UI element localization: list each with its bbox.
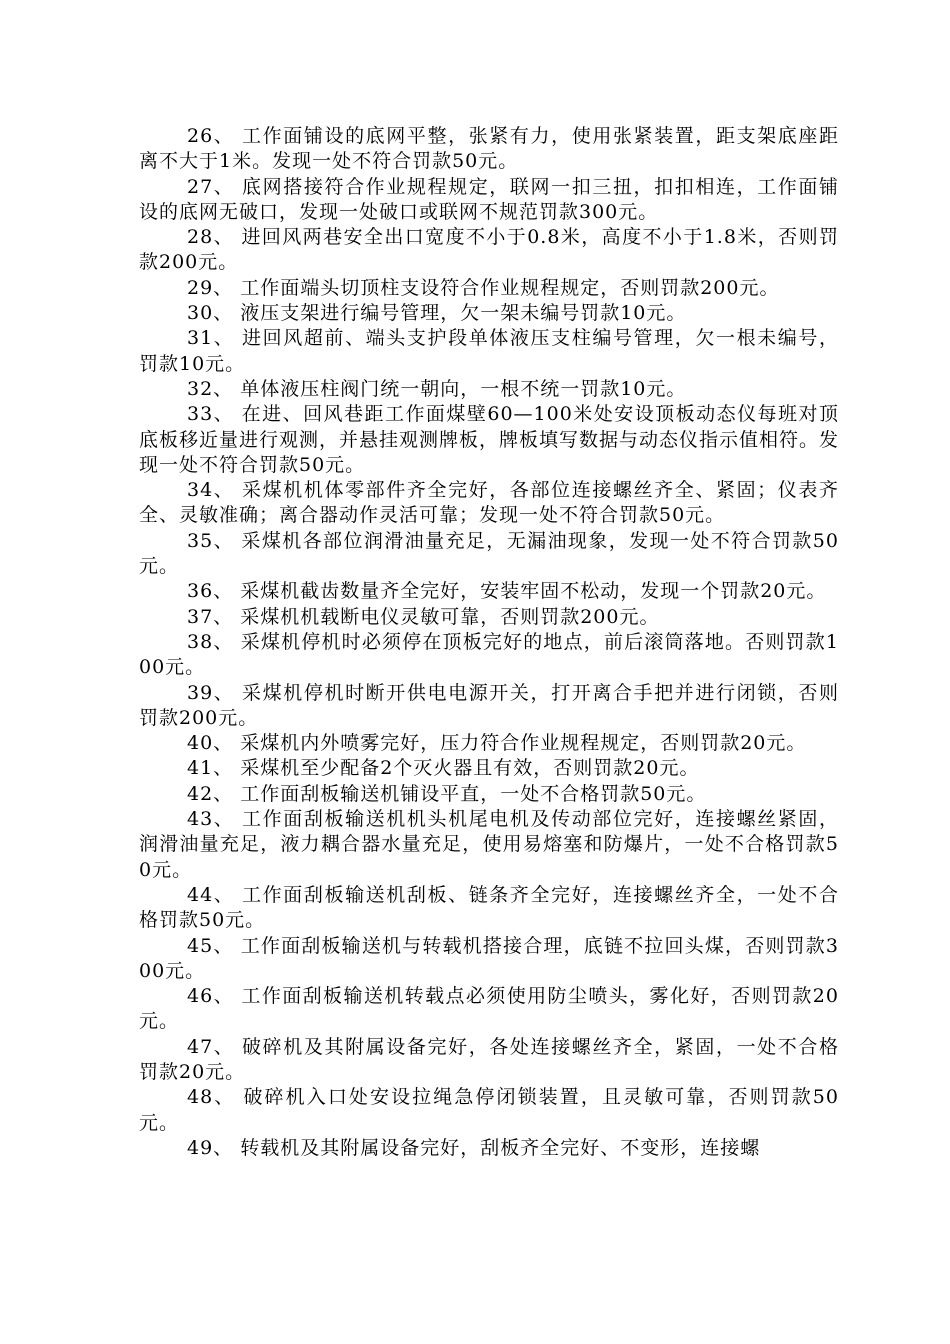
rule-item-32: 32、 单体液压柱阀门统一朝向，一根不统一罚款10元。 bbox=[187, 377, 687, 400]
rule-item-43: 43、 工作面刮板输送机机头机尾电机及传动部位完好，连接螺丝紧固，润滑油量充足，液力耦合器水量充足，使用易熔塞和防爆片，一处不合格罚款50元。 bbox=[139, 808, 839, 881]
rule-item-47: 47、 破碎机及其附属设备完好，各处连接螺丝齐全，紧固，一处不合格罚款20元。 bbox=[139, 1035, 839, 1083]
rule-item-28: 28、 进回风两巷安全出口宽度不小于0.8米，高度不小于1.8米，否则罚款200元。 bbox=[139, 226, 839, 274]
rule-item-42: 42、 工作面刮板输送机铺设平直，一处不合格罚款50元。 bbox=[187, 782, 707, 805]
rule-item-27: 27、 底网搭接符合作业规程规定，联网一扣三扭，扣扣相连，工作面铺设的底网无破口，发现一处破口或联网不规范罚款300元。 bbox=[139, 175, 839, 223]
rule-item-46: 46、 工作面刮板输送机转载点必须使用防尘喷头，雾化好，否则罚款20元。 bbox=[139, 985, 839, 1033]
rule-item-41: 41、 采煤机至少配备2个灭火器且有效，否则罚款20元。 bbox=[187, 757, 700, 780]
rule-item-40: 40、 采煤机内外喷雾完好，压力符合作业规程规定，否则罚款20元。 bbox=[187, 732, 807, 755]
rule-item-38: 38、 采煤机停机时必须停在顶板完好的地点，前后滚筒落地。否则罚款100元。 bbox=[139, 630, 839, 679]
rule-item-45: 45、 工作面刮板输送机与转载机搭接合理，底链不拉回头煤，否则罚款300元。 bbox=[139, 934, 839, 982]
rule-item-33: 33、 在进、回风巷距工作面煤壁60—100米处安设顶板动态仪每班对顶底板移近量进行观测，并悬挂观测牌板，牌板填写数据与动态仪指示值相符。发现一处不符合罚款50元。 bbox=[139, 403, 840, 476]
rule-item-31: 31、 进回风超前、端头支护段单体液压支柱编号管理，欠一根未编号，罚款10元。 bbox=[139, 327, 839, 375]
rule-item-29: 29、 工作面端头切顶柱支设符合作业规程规定，否则罚款200元。 bbox=[187, 276, 780, 299]
rule-item-39: 39、 采煤机停机时断开供电电源开关，打开离合手把并进行闭锁，否则罚款200元。 bbox=[139, 681, 839, 729]
rule-item-34: 34、 采煤机机体零部件齐全完好，各部位连接螺丝齐全、紧固；仪表齐全、灵敏准确；离合器动作灵活可靠；发现一处不符合罚款50元。 bbox=[139, 479, 839, 527]
rule-item-49: 49、 转载机及其附属设备完好，刮板齐全完好、不变形，连接螺 bbox=[187, 1136, 761, 1159]
rule-item-36: 36、 采煤机截齿数量齐全完好，安装牢固不松动，发现一个罚款20元。 bbox=[187, 580, 827, 603]
rule-item-44: 44、 工作面刮板输送机刮板、链条齐全完好，连接螺丝齐全，一处不合格罚款50元。 bbox=[139, 883, 839, 932]
rule-item-35: 35、 采煤机各部位润滑油量充足，无漏油现象，发现一处不符合罚款50元。 bbox=[139, 529, 839, 578]
rule-item-26: 26、 工作面铺设的底网平整，张紧有力，使用张紧装置，距支架底座距离不大于1米。发现一处不符合罚款50元。 bbox=[139, 125, 839, 173]
rule-item-30: 30、 液压支架进行编号管理，欠一架未编号罚款10元。 bbox=[187, 302, 687, 325]
rule-item-48: 48、 破碎机入口处安设拉绳急停闭锁装置，且灵敏可靠，否则罚款50元。 bbox=[139, 1086, 839, 1134]
document-body bbox=[139, 124, 839, 1161]
rule-item-37: 37、 采煤机机载断电仪灵敏可靠，否则罚款200元。 bbox=[187, 605, 660, 628]
